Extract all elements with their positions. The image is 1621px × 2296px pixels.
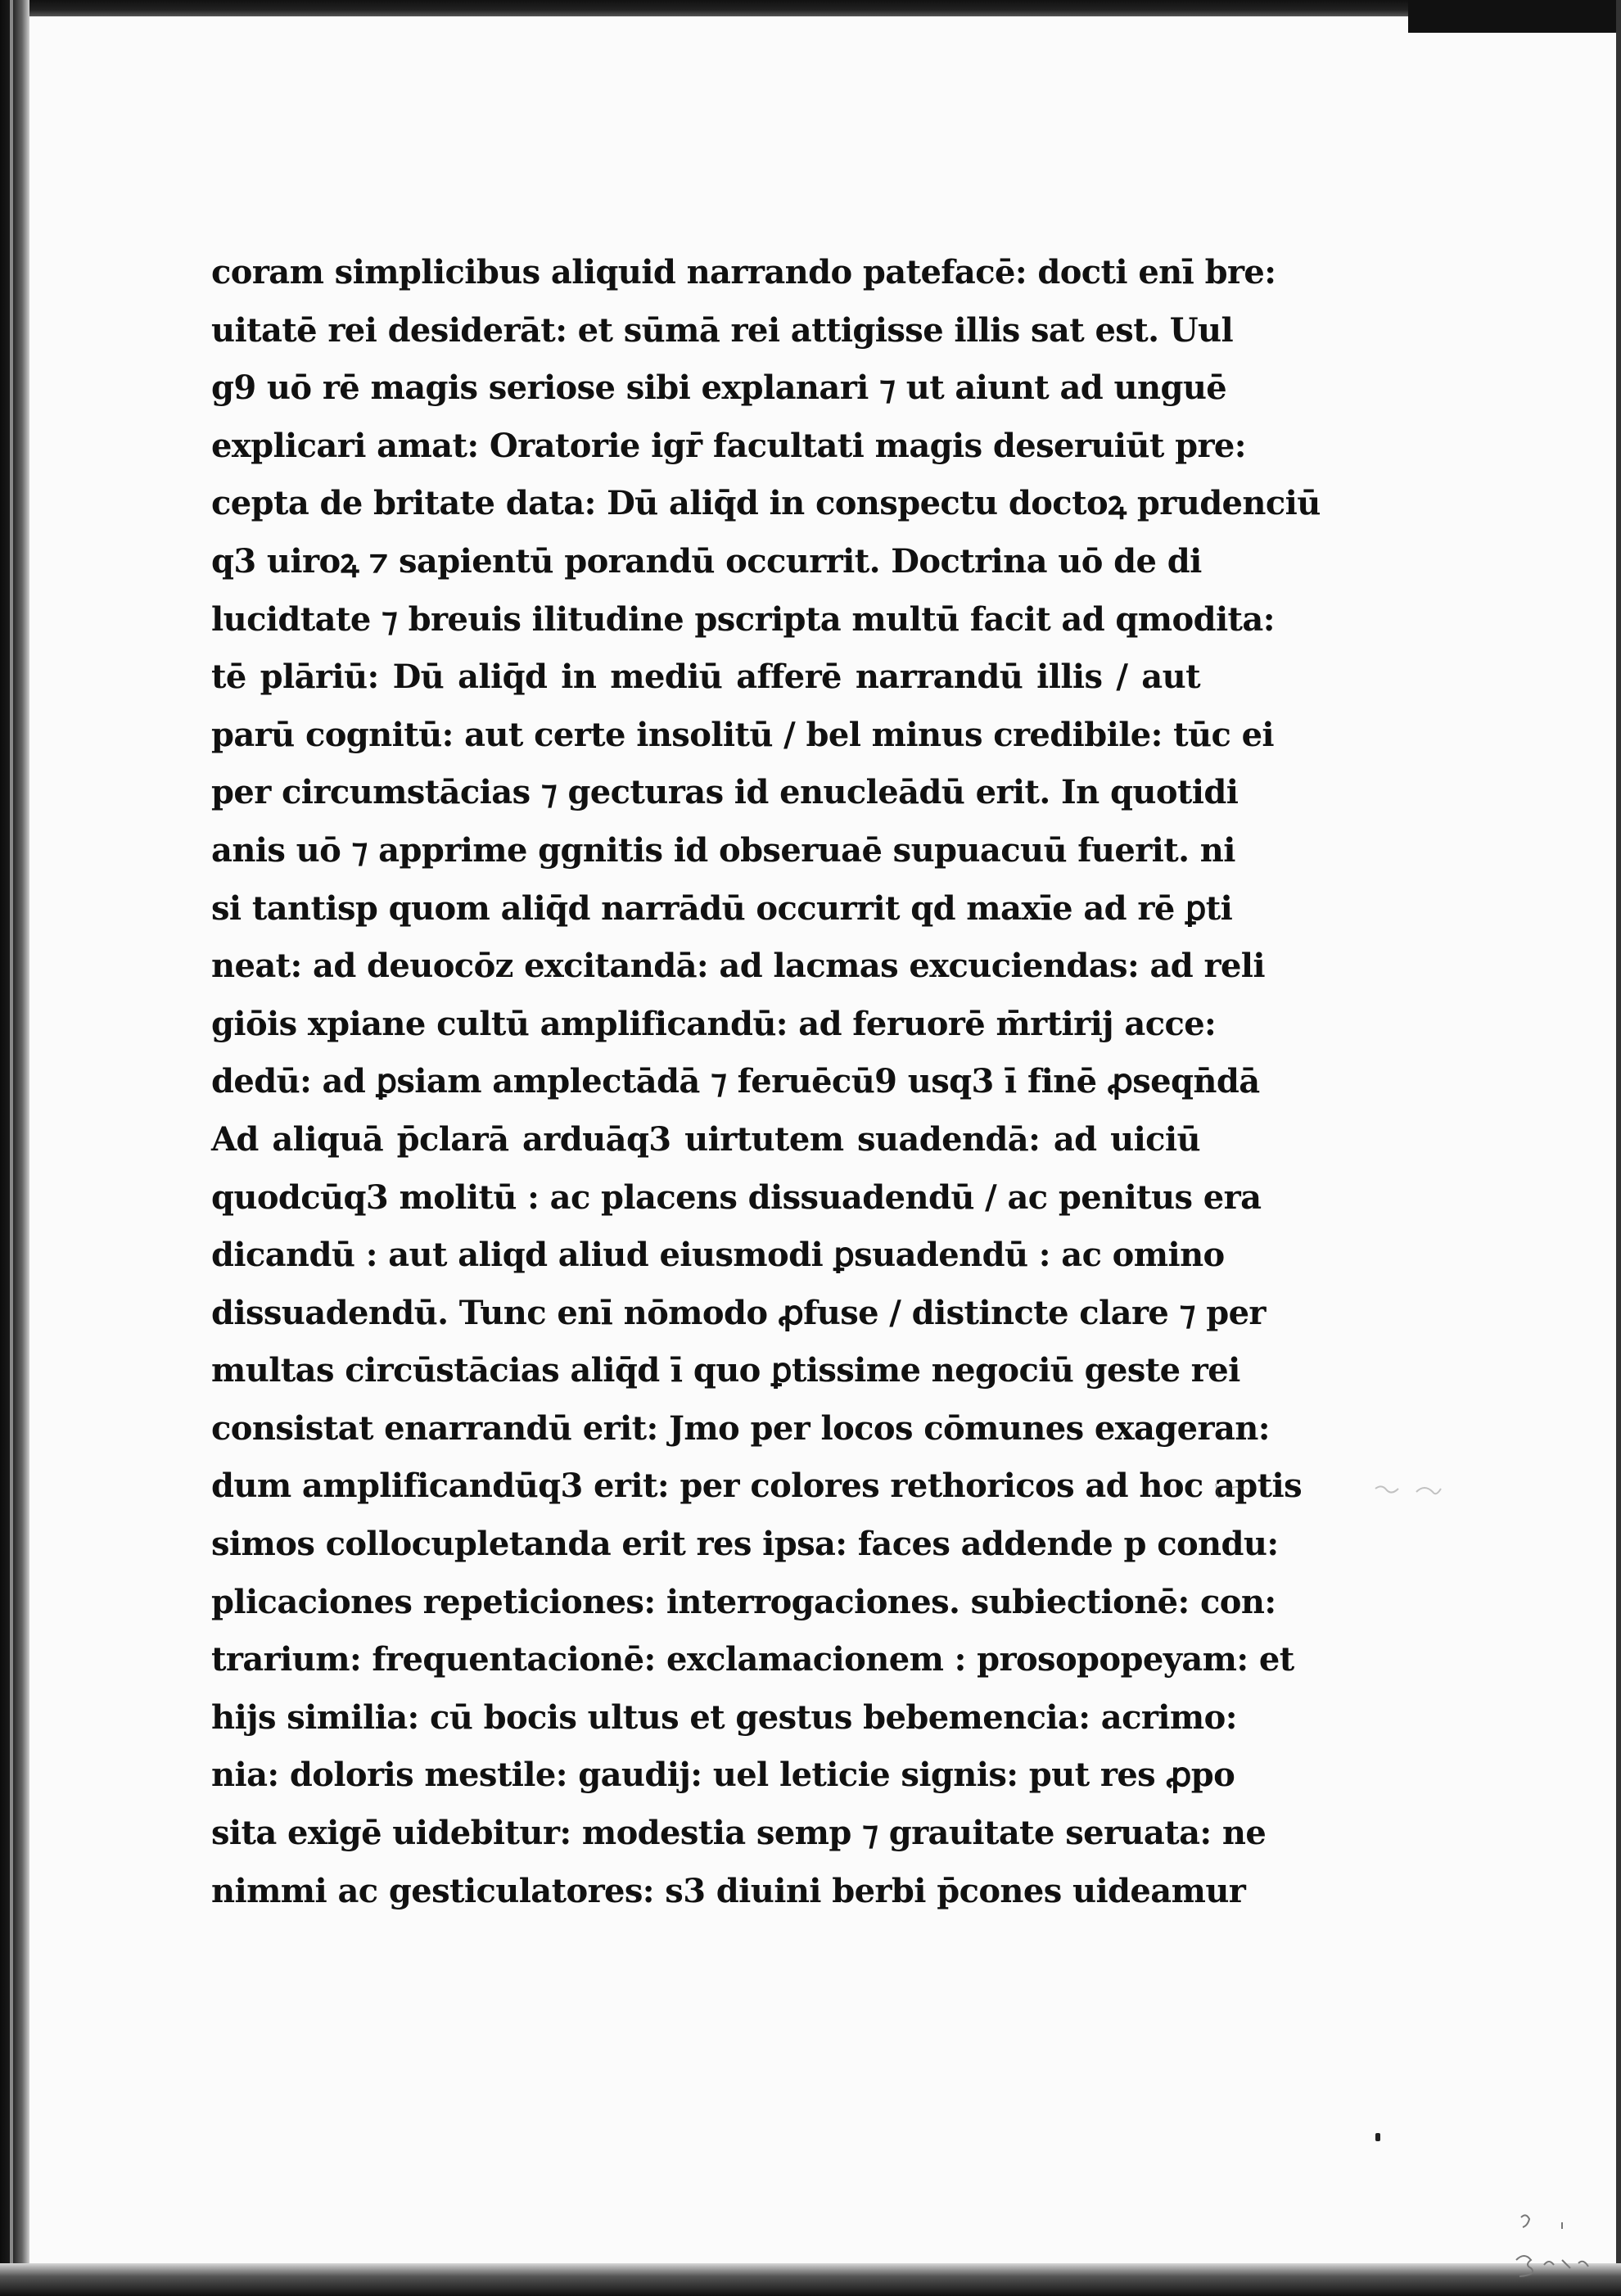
text-line: tē plāriū: Dū aliq̄d in mediū afferē narrandū illis / aut	[211, 658, 1200, 697]
text-line: quodcūq3 molitū : ac placens dissuadendū / ac penitus era	[211, 1177, 1262, 1217]
text-line: sita exigē uidebitur: modestia semp ⁊ grauitate seruata: ne	[211, 1814, 1267, 1853]
ink-speck	[1375, 2133, 1380, 2141]
scan-border-left-line	[10, 0, 13, 2296]
text-line: si tantisp quom aliq̄d narrādū occurrit qd maxīe ad rē ꝑti	[211, 888, 1233, 928]
scan-border-top-right	[1408, 0, 1621, 33]
text-line: q3 uiroꝝ ⁊ sapientū porandū occurrit. Doctrina uō de di	[211, 541, 1202, 581]
text-block	[211, 244, 1321, 1920]
text-line: giōis xpiane cultū amplificandū: ad feruorē m̄rtirij acce:	[211, 1004, 1217, 1043]
text-line: nimmi ac gesticulatores: s3 diuini berbi p̄cones uideamur	[211, 1871, 1246, 1910]
marginal-bleed-marks	[1212, 1474, 1457, 1507]
text-line: per circumstācias ⁊ gecturas id enucleādū erit. In quotidi	[211, 773, 1239, 812]
text-line: g9 uō rē magis seriose sibi explanari ⁊ ut aiunt ad unguē	[211, 368, 1227, 408]
scan-border-bottom	[0, 2263, 1621, 2296]
text-line: multas circūstācias aliq̄d ī quo ꝑtissime negociū geste rei	[211, 1351, 1240, 1390]
pencil-shelf-mark	[1505, 2211, 1611, 2285]
text-line: cepta de britate data: Dū aliq̄d in conspectu doctoꝝ prudenciū	[211, 484, 1321, 523]
scan-border-left	[0, 0, 29, 2296]
text-line: uitatē rei desiderāt: et sūmā rei attigisse illis sat est. Uul	[211, 310, 1234, 350]
text-line: parū cognitū: aut certe insolitū / bel minus credibile: tūc ei	[211, 715, 1275, 754]
text-line: neat: ad deuocōz excitandā: ad lacmas excuciendas: ad reli	[211, 947, 1265, 986]
text-line: Ad aliquā p̄clarā arduāq3 uirtutem suadendā: ad uiciū	[211, 1119, 1200, 1159]
text-line: plicaciones repeticiones: interrogaciones. subiectionē: con:	[211, 1582, 1276, 1621]
text-line: dum amplificandūq3 erit: per colores rethoricos ad hoc aptis	[211, 1467, 1303, 1506]
text-line: nia: doloris mestile: gaudij: uel leticie signis: put res ꝓpo	[211, 1756, 1235, 1795]
text-line: anis uō ⁊ apprime ggnitis id obseruaē supuacuū fuerit. ni	[211, 830, 1235, 870]
text-line: coram simplicibus aliquid narrando patefacē: docti enī bre:	[211, 253, 1276, 292]
scan-border-top	[0, 0, 1621, 16]
text-line: dedū: ad ꝑsiam amplectādā ⁊ feruēcū9 usq3 ī finē ꝓseqn̄dā	[211, 1062, 1260, 1101]
text-line: hijs similia: cū bocis ultus et gestus bebemencia: acrimo:	[211, 1697, 1237, 1737]
text-line: dissuadendū. Tunc enī nōmodo ꝓfuse / distincte clare ⁊ per	[211, 1293, 1266, 1332]
text-line: explicari amat: Oratorie igr̄ facultati magis deseruiūt pre:	[211, 426, 1246, 465]
scan-border-right	[1616, 0, 1621, 2296]
text-line: dicandū : aut aliqd aliud eiusmodi ꝑsuadendū : ac omino	[211, 1236, 1225, 1275]
text-line: simos collocupletanda erit res ipsa: faces addende p condu:	[211, 1525, 1279, 1564]
text-line: lucidtate ⁊ breuis ilitudine pscripta multū facit ad qmodita:	[211, 599, 1275, 639]
text-line: trarium: frequentacionē: exclamacionem : prosopopeyam: et	[211, 1640, 1294, 1679]
text-line: consistat enarrandū erit: Jmo per locos cōmunes exageran:	[211, 1408, 1270, 1448]
